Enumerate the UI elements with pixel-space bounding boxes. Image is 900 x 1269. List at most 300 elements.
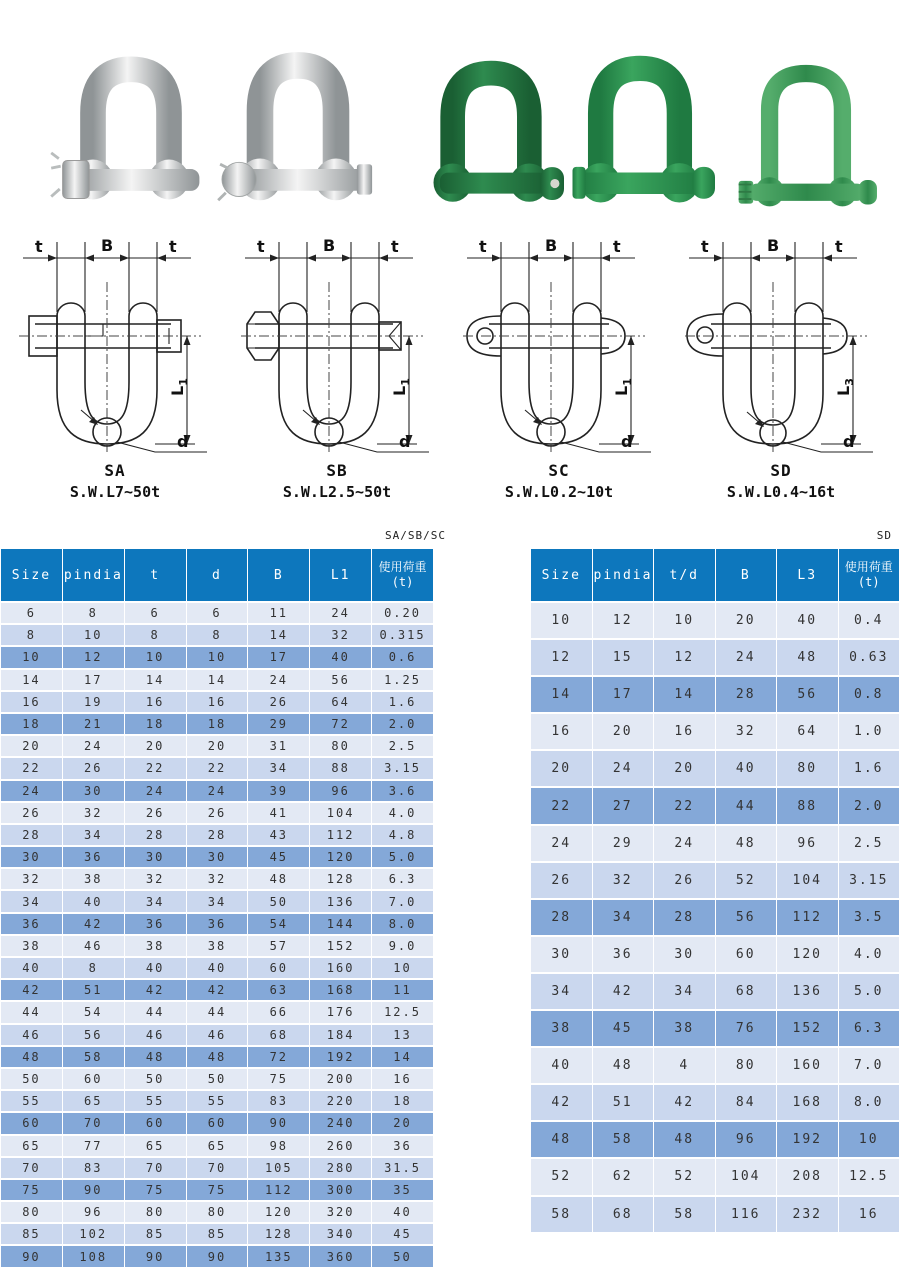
table-cell: 80 (310, 736, 371, 756)
table-cell: 10 (187, 647, 248, 667)
table-cell: 42 (125, 980, 186, 1000)
table-cell: 108 (63, 1246, 124, 1266)
table-cell: 36 (372, 1136, 433, 1156)
table-row (531, 640, 899, 675)
dim-label-b: B (101, 236, 114, 255)
table-cell: 24 (716, 640, 777, 675)
table-cell: 24 (248, 670, 309, 690)
table-row (1, 869, 433, 889)
table-row (531, 937, 899, 972)
column-header: pindia (593, 549, 654, 601)
table-cell: 50 (187, 1069, 248, 1089)
table-cell: 18 (187, 714, 248, 734)
diagram-sd-drawing (671, 232, 891, 457)
table-cell: 20 (593, 714, 654, 749)
table-cell: 20 (372, 1113, 433, 1133)
table-cell: 26 (125, 803, 186, 823)
table-cell: 51 (63, 980, 124, 1000)
table-cell: 28 (187, 825, 248, 845)
table-cell: 104 (777, 863, 838, 898)
table-cell: 152 (777, 1011, 838, 1046)
table-cell: 28 (125, 825, 186, 845)
table-cell: 24 (310, 603, 371, 623)
table-cell: 128 (248, 1224, 309, 1244)
table-row (1, 914, 433, 934)
table-cell: 24 (125, 781, 186, 801)
diagram-sa (5, 232, 225, 501)
diagram-sc (449, 232, 669, 501)
table-cell: 64 (310, 692, 371, 712)
table-cell: 120 (777, 937, 838, 972)
table-row (1, 1002, 433, 1022)
table-cell: 192 (310, 1047, 371, 1067)
table-cell: 42 (593, 974, 654, 1009)
table-cell: 11 (248, 603, 309, 623)
table-cell: 7.0 (839, 1048, 900, 1083)
dim-label-d: d (843, 432, 855, 451)
table-cell: 0.8 (839, 677, 900, 712)
table-cell: 21 (63, 714, 124, 734)
table-cell: 46 (187, 1025, 248, 1045)
table-cell: 14 (187, 670, 248, 690)
dim-label-t-right: t (391, 237, 399, 256)
table-row (1, 1091, 433, 1111)
table-cell: 168 (310, 980, 371, 1000)
dim-label-t-left: t (35, 237, 43, 256)
table-cell: 17 (248, 647, 309, 667)
table-cell: 90 (63, 1180, 124, 1200)
table-cell: 144 (310, 914, 371, 934)
table-row (531, 1159, 899, 1194)
table-row (1, 958, 433, 978)
table-cell: 24 (654, 826, 715, 861)
table-cell: 160 (777, 1048, 838, 1083)
table-cell: 66 (248, 1002, 309, 1022)
table-cell: 35 (372, 1180, 433, 1200)
table-cell: 34 (531, 974, 592, 1009)
table-cell: 14 (1, 670, 62, 690)
diagram-code: SB (326, 461, 348, 480)
table-cell: 9.0 (372, 936, 433, 956)
table-cell: 17 (63, 670, 124, 690)
column-header: L1 (310, 549, 371, 601)
table-cell: 68 (716, 974, 777, 1009)
left-table-caption: SA/SB/SC (385, 529, 446, 542)
table-cell: 0.315 (372, 625, 433, 645)
table-cell: 56 (310, 670, 371, 690)
table-cell: 80 (1, 1202, 62, 1222)
table-cell: 31 (248, 736, 309, 756)
table-row (1, 1180, 433, 1200)
table-cell: 48 (531, 1122, 592, 1157)
table-cell: 2.0 (372, 714, 433, 734)
table-row (531, 826, 899, 861)
table-cell: 22 (531, 788, 592, 823)
table-cell: 5.0 (839, 974, 900, 1009)
table-cell: 280 (310, 1158, 371, 1178)
table-cell: 36 (63, 847, 124, 867)
table-cell: 20 (654, 751, 715, 786)
table-cell: 16 (531, 714, 592, 749)
table-cell: 18 (125, 714, 186, 734)
table-cell: 57 (248, 936, 309, 956)
table-cell: 16 (1, 692, 62, 712)
table-cell: 34 (1, 891, 62, 911)
table-row (1, 603, 433, 623)
table-cell: 29 (593, 826, 654, 861)
table-cell: 48 (1, 1047, 62, 1067)
table-row (1, 736, 433, 756)
table-cell: 10 (372, 958, 433, 978)
table-row (1, 758, 433, 778)
table-cell: 75 (248, 1069, 309, 1089)
table-cell: 38 (654, 1011, 715, 1046)
table-cell: 24 (187, 781, 248, 801)
table-cell: 0.6 (372, 647, 433, 667)
table-cell: 90 (1, 1246, 62, 1266)
table-cell: 58 (593, 1122, 654, 1157)
dim-label-t-right: t (169, 237, 177, 256)
table-cell: 30 (125, 847, 186, 867)
table-cell: 12 (531, 640, 592, 675)
table-cell: 12 (654, 640, 715, 675)
table-cell: 320 (310, 1202, 371, 1222)
table-row (1, 647, 433, 667)
table-cell: 60 (716, 937, 777, 972)
table-cell: 3.15 (372, 758, 433, 778)
table-cell: 40 (63, 891, 124, 911)
table-row (531, 788, 899, 823)
column-header: B (716, 549, 777, 601)
table-cell: 0.20 (372, 603, 433, 623)
dim-label-t-left: t (257, 237, 265, 256)
table-cell: 16 (654, 714, 715, 749)
table-cell: 50 (1, 1069, 62, 1089)
table-cell: 84 (716, 1085, 777, 1120)
table-cell: 90 (125, 1246, 186, 1266)
table-cell: 42 (187, 980, 248, 1000)
table-cell: 48 (187, 1047, 248, 1067)
table-cell: 83 (63, 1158, 124, 1178)
table-cell: 17 (593, 677, 654, 712)
table-cell: 136 (310, 891, 371, 911)
green-shackle-photo (565, 36, 715, 232)
table-cell: 19 (63, 692, 124, 712)
table-cell: 8 (63, 958, 124, 978)
table-row (1, 1224, 433, 1244)
table-cell: 340 (310, 1224, 371, 1244)
table-cell: 85 (1, 1224, 62, 1244)
table-cell: 200 (310, 1069, 371, 1089)
table-cell: 104 (716, 1159, 777, 1194)
dim-label-b: B (767, 236, 780, 255)
silver-bolt-shackle-photo (55, 36, 207, 228)
table-cell: 34 (248, 758, 309, 778)
table-cell: 232 (777, 1197, 838, 1232)
table-cell: 52 (531, 1159, 592, 1194)
table-cell: 32 (310, 625, 371, 645)
table-row (1, 625, 433, 645)
table-cell: 3.6 (372, 781, 433, 801)
table-row (1, 1025, 433, 1045)
table-cell: 32 (716, 714, 777, 749)
table-cell: 16 (187, 692, 248, 712)
header-row (1, 549, 433, 601)
table-cell: 46 (63, 936, 124, 956)
table-cell: 30 (654, 937, 715, 972)
diagram-code: SA (104, 461, 126, 480)
dim-label-d: d (177, 432, 189, 451)
table-cell: 75 (187, 1180, 248, 1200)
table-cell: 10 (654, 603, 715, 638)
table-cell: 26 (1, 803, 62, 823)
table-cell: 2.0 (839, 788, 900, 823)
table-cell: 60 (1, 1113, 62, 1133)
table-cell: 20 (1, 736, 62, 756)
table-cell: 55 (1, 1091, 62, 1111)
table-row (1, 980, 433, 1000)
table-cell: 7.0 (372, 891, 433, 911)
table-cell: 41 (248, 803, 309, 823)
table-cell: 30 (63, 781, 124, 801)
table-cell: 32 (63, 803, 124, 823)
table-cell: 18 (372, 1091, 433, 1111)
table-cell: 32 (593, 863, 654, 898)
table-cell: 44 (716, 788, 777, 823)
table-cell: 48 (654, 1122, 715, 1157)
table-cell: 152 (310, 936, 371, 956)
table-cell: 98 (248, 1136, 309, 1156)
table-cell: 14 (654, 677, 715, 712)
table-cell: 176 (310, 1002, 371, 1022)
column-header: B (248, 549, 309, 601)
table-cell: 58 (654, 1197, 715, 1232)
table-cell: 48 (593, 1048, 654, 1083)
table-cell: 40 (372, 1202, 433, 1222)
table-cell: 60 (187, 1113, 248, 1133)
table-cell: 36 (593, 937, 654, 972)
table-cell: 1.25 (372, 670, 433, 690)
table-cell: 360 (310, 1246, 371, 1266)
table-cell: 36 (125, 914, 186, 934)
table-cell: 10 (63, 625, 124, 645)
table-row (1, 670, 433, 690)
sd-spec-table (530, 547, 900, 1234)
table-cell: 96 (310, 781, 371, 801)
table-row (1, 1069, 433, 1089)
table-row (1, 781, 433, 801)
dim-label-l1: $L_1$ (612, 378, 634, 396)
table-cell: 14 (248, 625, 309, 645)
table-cell: 10 (839, 1122, 900, 1157)
sa-sb-sc-spec-table (0, 547, 434, 1269)
table-cell: 6 (187, 603, 248, 623)
table-cell: 46 (125, 1025, 186, 1045)
table-row (531, 603, 899, 638)
light-green-shackle-photo (728, 48, 884, 230)
dim-label-t-left: t (479, 237, 487, 256)
table-cell: 20 (716, 603, 777, 638)
diagram-sb (227, 232, 447, 501)
table-cell: 54 (63, 1002, 124, 1022)
table-cell: 2.5 (372, 736, 433, 756)
table-cell: 75 (125, 1180, 186, 1200)
table-cell: 54 (248, 914, 309, 934)
table-cell: 27 (593, 788, 654, 823)
table-row (531, 1085, 899, 1120)
column-header: L3 (777, 549, 838, 601)
table-cell: 42 (1, 980, 62, 1000)
table-cell: 16 (839, 1197, 900, 1232)
column-header: 使用荷重 (t) (372, 549, 433, 601)
table-cell: 50 (372, 1246, 433, 1266)
table-cell: 28 (531, 900, 592, 935)
table-cell: 30 (531, 937, 592, 972)
table-row (531, 900, 899, 935)
table-cell: 104 (310, 803, 371, 823)
table-row (1, 1246, 433, 1266)
column-header: 使用荷重 (t) (839, 549, 900, 601)
table-cell: 96 (777, 826, 838, 861)
table-cell: 85 (125, 1224, 186, 1244)
table-row (1, 1158, 433, 1178)
table-row (1, 803, 433, 823)
table-cell: 45 (593, 1011, 654, 1046)
table-cell: 70 (1, 1158, 62, 1178)
table-cell: 6 (1, 603, 62, 623)
table-cell: 38 (531, 1011, 592, 1046)
table-cell: 18 (1, 714, 62, 734)
table-cell: 38 (1, 936, 62, 956)
table-cell: 240 (310, 1113, 371, 1133)
table-cell: 10 (531, 603, 592, 638)
table-cell: 28 (1, 825, 62, 845)
table-row (1, 714, 433, 734)
table-cell: 48 (716, 826, 777, 861)
table-cell: 8 (125, 625, 186, 645)
table-cell: 70 (63, 1113, 124, 1133)
table-cell: 68 (593, 1197, 654, 1232)
table-cell: 14 (125, 670, 186, 690)
diagram-sc-drawing (449, 232, 669, 457)
table-cell: 26 (531, 863, 592, 898)
table-cell: 6.3 (372, 869, 433, 889)
table-cell: 80 (716, 1048, 777, 1083)
table-cell: 105 (248, 1158, 309, 1178)
table-cell: 39 (248, 781, 309, 801)
table-cell: 40 (1, 958, 62, 978)
table-cell: 65 (187, 1136, 248, 1156)
table-cell: 4.0 (839, 937, 900, 972)
table-cell: 120 (248, 1202, 309, 1222)
column-header: t (125, 549, 186, 601)
table-cell: 3.5 (839, 900, 900, 935)
table-cell: 24 (63, 736, 124, 756)
table-cell: 12.5 (372, 1002, 433, 1022)
table-cell: 24 (593, 751, 654, 786)
table-cell: 26 (654, 863, 715, 898)
table-cell: 8 (1, 625, 62, 645)
table-row (531, 751, 899, 786)
table-cell: 72 (248, 1047, 309, 1067)
table-row (1, 847, 433, 867)
table-cell: 40 (777, 603, 838, 638)
table-cell: 38 (125, 936, 186, 956)
table-cell: 168 (777, 1085, 838, 1120)
table-cell: 50 (125, 1069, 186, 1089)
table-cell: 34 (187, 891, 248, 911)
table-cell: 208 (777, 1159, 838, 1194)
table-cell: 65 (1, 1136, 62, 1156)
table-cell: 90 (248, 1113, 309, 1133)
table-cell: 96 (63, 1202, 124, 1222)
table-cell: 88 (777, 788, 838, 823)
table-cell: 80 (777, 751, 838, 786)
table-cell: 72 (310, 714, 371, 734)
table-cell: 28 (654, 900, 715, 935)
table-cell: 31.5 (372, 1158, 433, 1178)
dim-label-t-left: t (701, 237, 709, 256)
table-cell: 58 (63, 1047, 124, 1067)
table-cell: 16 (372, 1069, 433, 1089)
table-cell: 28 (716, 677, 777, 712)
table-cell: 65 (63, 1091, 124, 1111)
table-cell: 45 (372, 1224, 433, 1244)
silver-screw-pin-shackle-photo (222, 32, 374, 228)
table-cell: 4.8 (372, 825, 433, 845)
table-cell: 34 (654, 974, 715, 1009)
table-cell: 40 (310, 647, 371, 667)
table-row (1, 692, 433, 712)
dim-label-t-right: t (613, 237, 621, 256)
table-cell: 112 (777, 900, 838, 935)
table-row (1, 825, 433, 845)
table-cell: 44 (1, 1002, 62, 1022)
table-cell: 55 (187, 1091, 248, 1111)
table-cell: 4.0 (372, 803, 433, 823)
table-cell: 70 (125, 1158, 186, 1178)
table-cell: 34 (593, 900, 654, 935)
table-cell: 8 (187, 625, 248, 645)
table-cell: 90 (187, 1246, 248, 1266)
table-cell: 32 (125, 869, 186, 889)
table-cell: 56 (777, 677, 838, 712)
table-cell: 38 (63, 869, 124, 889)
table-cell: 160 (310, 958, 371, 978)
column-header: t/d (654, 549, 715, 601)
table-cell: 56 (716, 900, 777, 935)
table-cell: 44 (125, 1002, 186, 1022)
table-cell: 62 (593, 1159, 654, 1194)
table-cell: 6 (125, 603, 186, 623)
diagram-sd (671, 232, 891, 501)
table-cell: 60 (125, 1113, 186, 1133)
table-row (531, 1048, 899, 1083)
table-cell: 46 (1, 1025, 62, 1045)
table-cell: 42 (531, 1085, 592, 1120)
header-row (531, 549, 899, 601)
table-cell: 10 (125, 647, 186, 667)
diagram-swl: S.W.L0.4~16t (726, 483, 836, 501)
table-cell: 1.6 (372, 692, 433, 712)
table-cell: 32 (1, 869, 62, 889)
table-cell: 135 (248, 1246, 309, 1266)
table-cell: 70 (187, 1158, 248, 1178)
table-cell: 184 (310, 1025, 371, 1045)
table-cell: 30 (187, 847, 248, 867)
table-cell: 0.4 (839, 603, 900, 638)
dim-label-b: B (323, 236, 336, 255)
